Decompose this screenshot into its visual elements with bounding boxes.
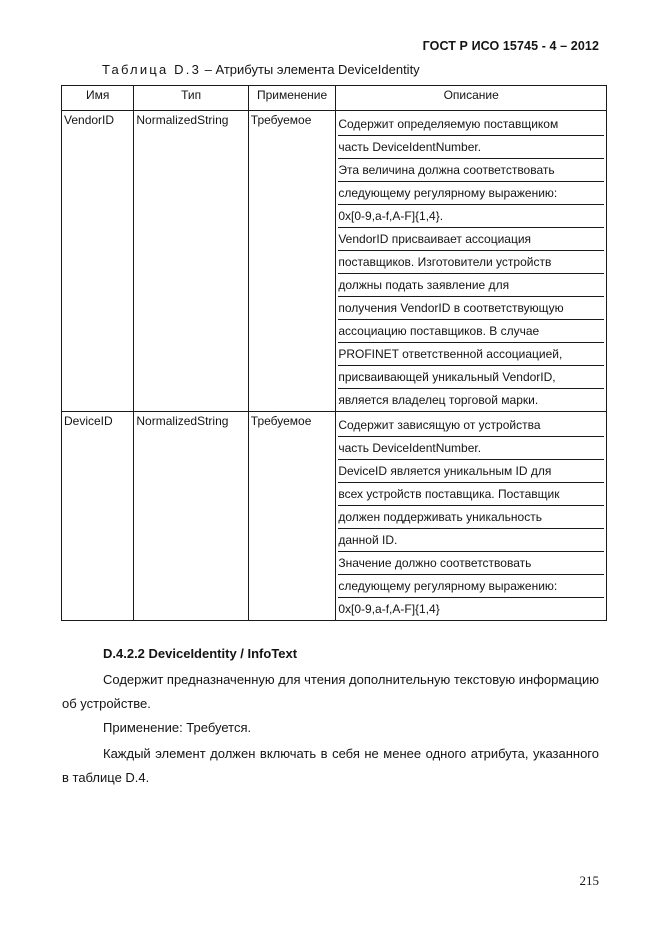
table-caption-text: – Атрибуты элемента DeviceIdentity [201,62,420,77]
column-header-description: Описание [336,86,607,111]
description-line: получения VendorID в соответствующую [338,297,604,320]
description-line: Содержит зависящую от устройства [338,414,604,437]
description-line: должен поддерживать уникальность [338,506,604,529]
table-row-deviceid [62,412,607,621]
description-line: следующему регулярному выражению: [338,575,604,598]
cell-use: Требуемое [248,111,336,412]
table-row-vendorid [62,111,607,412]
column-header-use: Применение [248,86,336,111]
description-line: является владелец торговой марки. [338,393,539,407]
paragraph-requirement: Каждый элемент должен включать в себя не менее одного атрибута, указанного в таблице D.4. [62,746,599,785]
table-caption-label: Таблица D.3 [102,62,202,77]
description-line: ассоциацию поставщиков. В случае [338,320,604,343]
column-header-name: Имя [62,86,134,111]
description-line: Эта величина должна соответствовать [338,159,604,182]
description-line: поставщиков. Изготовители устройств [338,251,604,274]
description-line: Значение должно соответствовать [338,552,604,575]
paragraph-description: Содержит предназначенную для чтения дополнительную текстовую информацию об устройстве. [62,672,599,711]
description-line: 0x[0-9,a-f,A-F]{1,4}. [338,205,604,228]
standard-header: ГОСТ Р ИСО 15745 - 4 – 2012 [422,39,599,53]
description-line: PROFINET ответственной ассоциацией, [338,343,604,366]
description-line: 0x[0-9,a-f,A-F]{1,4} [338,602,440,616]
section-heading: D.4.2.2 DeviceIdentity / InfoText [103,646,298,661]
description-line: следующему регулярному выражению: [338,182,604,205]
cell-type: NormalizedString [134,412,248,621]
cell-name: DeviceID [62,412,134,621]
table-caption [102,62,420,77]
column-header-type: Тип [134,86,248,111]
cell-name: VendorID [62,111,134,412]
cell-type: NormalizedString [134,111,248,412]
description-line: Содержит определяемую поставщиком [338,113,604,136]
description-line: всех устройств поставщика. Поставщик [338,483,604,506]
description-line: присваивающей уникальный VendorID, [338,366,604,389]
description-line: данной ID. [338,529,604,552]
description-line: часть DeviceIdentNumber. [338,136,604,159]
cell-use: Требуемое [248,412,336,621]
description-line: DeviceID является уникальным ID для [338,460,604,483]
attributes-table [61,85,607,621]
page-number: 215 [579,873,599,888]
description-line: VendorID присваивает ассоциация [338,228,604,251]
cell-description [336,111,607,412]
description-line: часть DeviceIdentNumber. [338,437,604,460]
cell-description [336,412,607,621]
table-header-row [62,86,607,111]
paragraph-usage: Применение: Требуется. [103,720,252,735]
description-line: должны подать заявление для [338,274,604,297]
